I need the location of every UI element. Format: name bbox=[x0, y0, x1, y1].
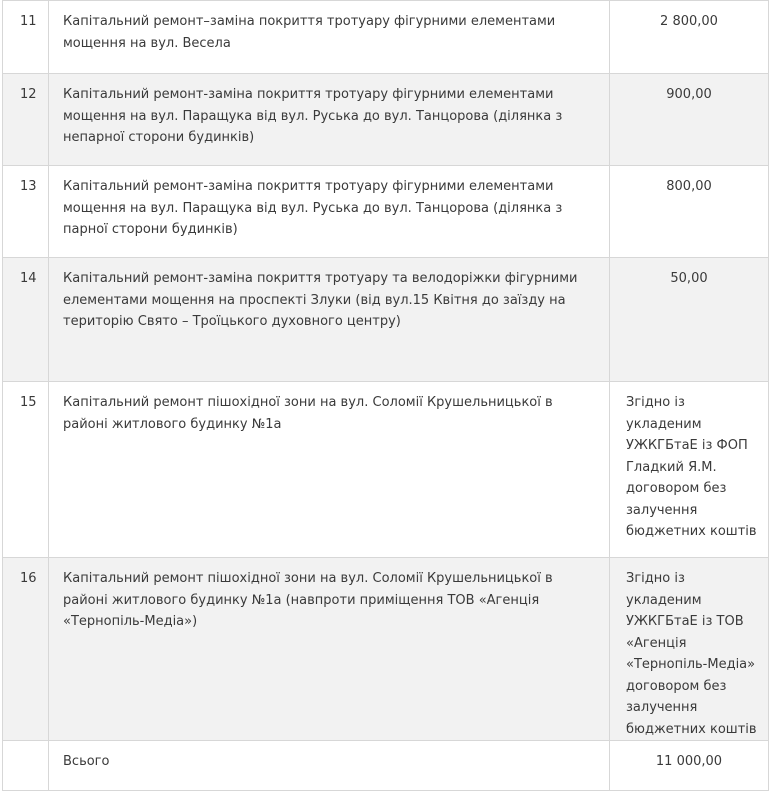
table-row bbox=[3, 74, 769, 166]
work-description bbox=[49, 258, 610, 382]
total-amount bbox=[610, 741, 769, 791]
work-amount-text: Згідно із укладеним УЖКГБтаЕ із ТОВ «Агенція «Тернопіль-Медіа» договором без залучення бюджетних коштів bbox=[626, 571, 757, 737]
work-amount bbox=[610, 166, 769, 258]
work-description-text: Капітальний ремонт-заміна покриття тротуару фігурними елементами мощення на вул. Паращука від вул. Руська до вул. Танцорова (ділянка з непарної сторони будинків) bbox=[63, 87, 563, 145]
row-number bbox=[3, 74, 49, 166]
row-number bbox=[3, 558, 49, 741]
row-number-text: 12 bbox=[20, 87, 37, 102]
work-amount bbox=[610, 74, 769, 166]
table-row bbox=[3, 166, 769, 258]
work-description bbox=[49, 166, 610, 258]
work-description-text: Капітальний ремонт пішохідної зони на вул. Соломії Крушельницької в районі житлового будинку №1а bbox=[63, 395, 553, 432]
row-number-text: 14 bbox=[20, 271, 37, 286]
work-description-text: Капітальний ремонт-заміна покриття тротуару та велодоріжки фігурними елементами мощення на проспекті Злуки (від вул.15 Квітня до заїзду на територію Свято – Троїцького духовного центру) bbox=[63, 271, 578, 329]
row-number bbox=[3, 1, 49, 74]
total-label bbox=[49, 741, 610, 791]
row-number-text: 16 bbox=[20, 571, 37, 586]
row-number-text: 13 bbox=[20, 179, 37, 194]
work-amount bbox=[610, 558, 769, 741]
row-number bbox=[3, 166, 49, 258]
work-amount-text: 50,00 bbox=[670, 271, 708, 286]
total-label-text: Всього bbox=[63, 754, 110, 769]
total-row bbox=[3, 741, 769, 791]
table-row bbox=[3, 258, 769, 382]
row-number-text: 15 bbox=[20, 395, 37, 410]
work-amount bbox=[610, 382, 769, 558]
work-amount-text: 2 800,00 bbox=[660, 14, 718, 29]
work-amount bbox=[610, 1, 769, 74]
table-row bbox=[3, 1, 769, 74]
total-number bbox=[3, 741, 49, 791]
work-amount-text: 900,00 bbox=[666, 87, 712, 102]
works-table bbox=[2, 0, 769, 791]
work-description bbox=[49, 558, 610, 741]
row-number bbox=[3, 382, 49, 558]
work-description-text: Капітальний ремонт-заміна покриття тротуару фігурними елементами мощення на вул. Паращука від вул. Руська до вул. Танцорова (ділянка з парної сторони будинків) bbox=[63, 179, 563, 237]
work-description bbox=[49, 382, 610, 558]
work-amount-text: 800,00 bbox=[666, 179, 712, 194]
work-amount bbox=[610, 258, 769, 382]
row-number bbox=[3, 258, 49, 382]
table-row bbox=[3, 558, 769, 741]
work-description bbox=[49, 1, 610, 74]
work-amount-text: Згідно із укладеним УЖКГБтаЕ із ФОП Гладкий Я.М. договором без залучення бюджетних коштів bbox=[626, 395, 757, 539]
work-description-text: Капітальний ремонт–заміна покриття тротуару фігурними елементами мощення на вул. Весела bbox=[63, 14, 556, 51]
total-amount-text: 11 000,00 bbox=[655, 754, 723, 769]
table-row bbox=[3, 382, 769, 558]
row-number-text: 11 bbox=[20, 14, 37, 29]
work-description-text: Капітальний ремонт пішохідної зони на вул. Соломії Крушельницької в районі житлового будинку №1а (навпроти приміщення ТОВ «Агенція «Тернопіль-Медіа») bbox=[63, 571, 553, 629]
work-description bbox=[49, 74, 610, 166]
